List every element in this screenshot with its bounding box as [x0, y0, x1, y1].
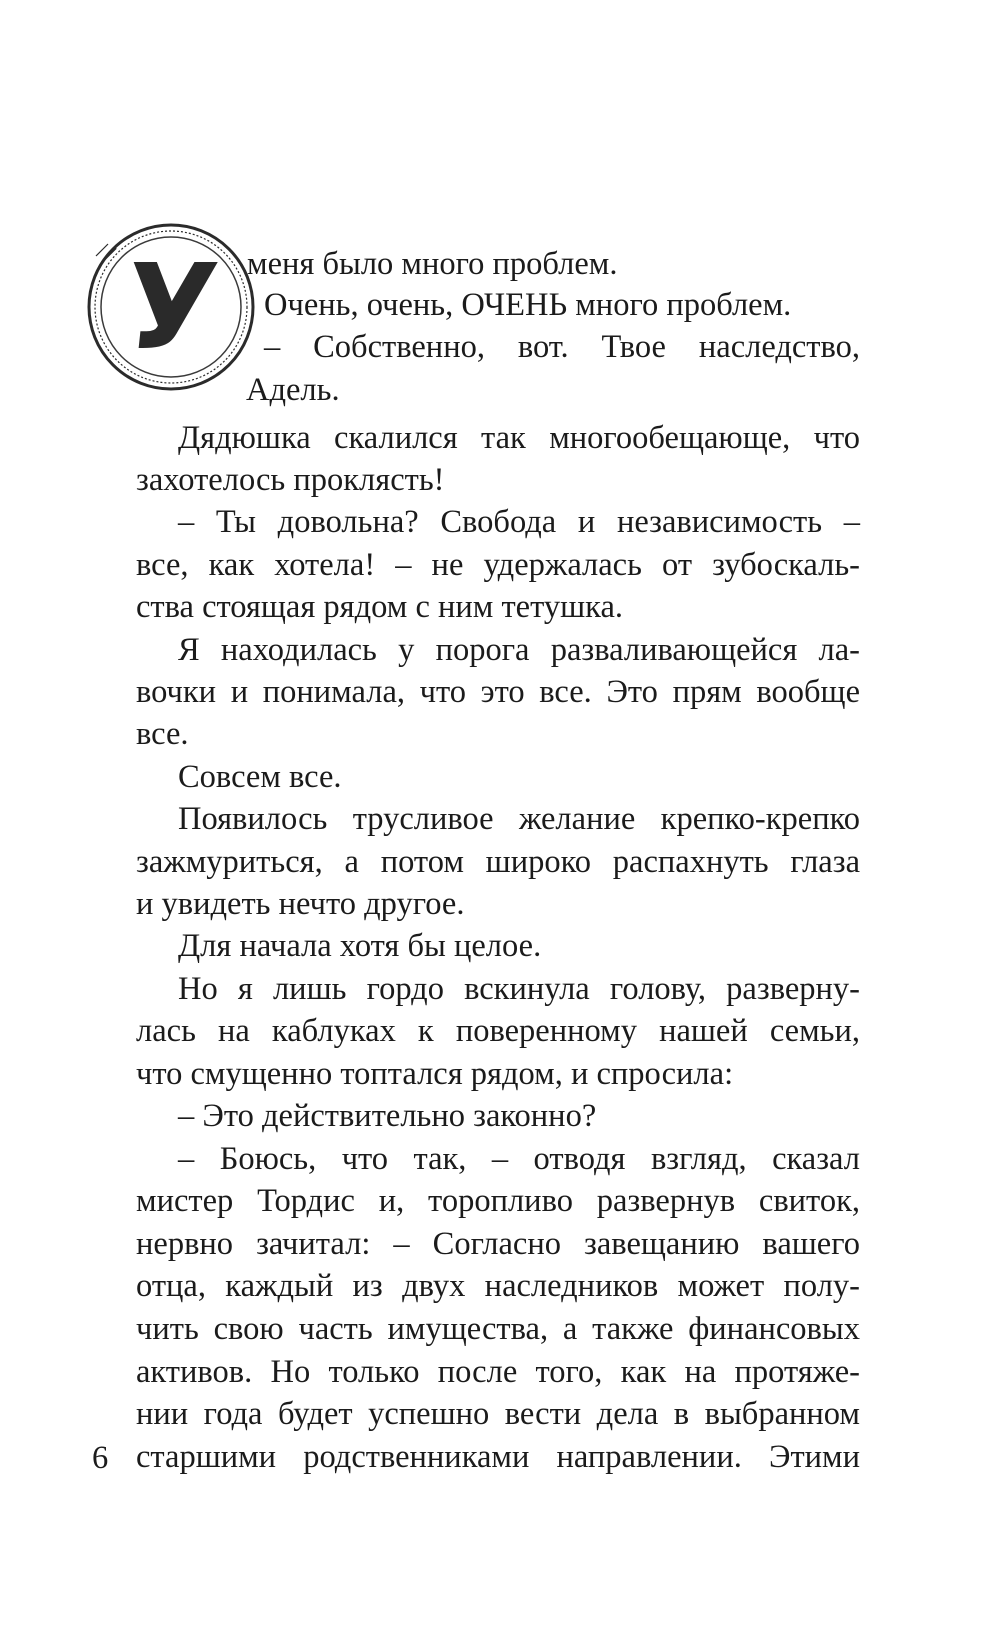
text-line: Совсем все.: [178, 759, 342, 795]
text-line: – Боюсь, что так, – отводя взгляд, сказал: [178, 1141, 860, 1177]
dropcap-letter: У: [118, 238, 224, 376]
text-line: старшими родственниками направлении. Этими: [136, 1439, 860, 1475]
text-line: Появилось трусливое желание крепко-крепко: [178, 801, 860, 837]
text-line: Очень, очень, ОЧЕНЬ много проблем.: [264, 287, 792, 323]
text-line: что смущенно топтался рядом, и спросила:: [136, 1056, 734, 1092]
text-line: чить свою часть имущества, а также финансовых: [136, 1311, 860, 1347]
text-line: ства стоящая рядом с ним тетушка.: [136, 589, 624, 625]
text-line: нервно зачитал: – Согласно завещанию вашего: [136, 1226, 860, 1262]
text-line: отца, каждый из двух наследников может полу-: [136, 1268, 860, 1304]
text-line: нии года будет успешно вести дела в выбранном: [136, 1396, 860, 1432]
text-line: Дядюшка скалился так многообещающе, что: [178, 420, 860, 456]
text-line: и увидеть нечто другое.: [136, 886, 465, 922]
text-line: Для начала хотя бы целое.: [178, 928, 542, 964]
text-line: активов. Но только после того, как на протяже-: [136, 1354, 860, 1390]
text-line: – Это действительно законно?: [178, 1098, 597, 1134]
text-line: мистер Тордис и, торопливо развернув свиток,: [136, 1183, 860, 1219]
text-line: все.: [136, 716, 189, 752]
text-line: Адель.: [246, 372, 340, 408]
text-line: все, как хотела! – не удержалась от зубоскаль-: [136, 547, 860, 583]
text-line: – Ты довольна? Свобода и независимость –: [178, 504, 860, 540]
page-number: 6: [92, 1440, 109, 1476]
text-line: зажмуриться, а потом широко распахнуть глаза: [136, 844, 860, 880]
dropcap: [82, 218, 260, 396]
text-line: – Собственно, вот. Твое наследство,: [264, 329, 860, 365]
text-line: вочки и понимала, что это все. Это прям вообще: [136, 674, 860, 710]
text-line: лась на каблуках к поверенному нашей семьи,: [136, 1013, 860, 1049]
text-line: меня было много проблем.: [247, 246, 618, 282]
text-line: Но я лишь гордо вскинула голову, разверну-: [178, 971, 860, 1007]
text-line: захотелось проклясть!: [136, 462, 445, 498]
text-line: Я находилась у порога разваливающейся ла-: [178, 632, 860, 668]
